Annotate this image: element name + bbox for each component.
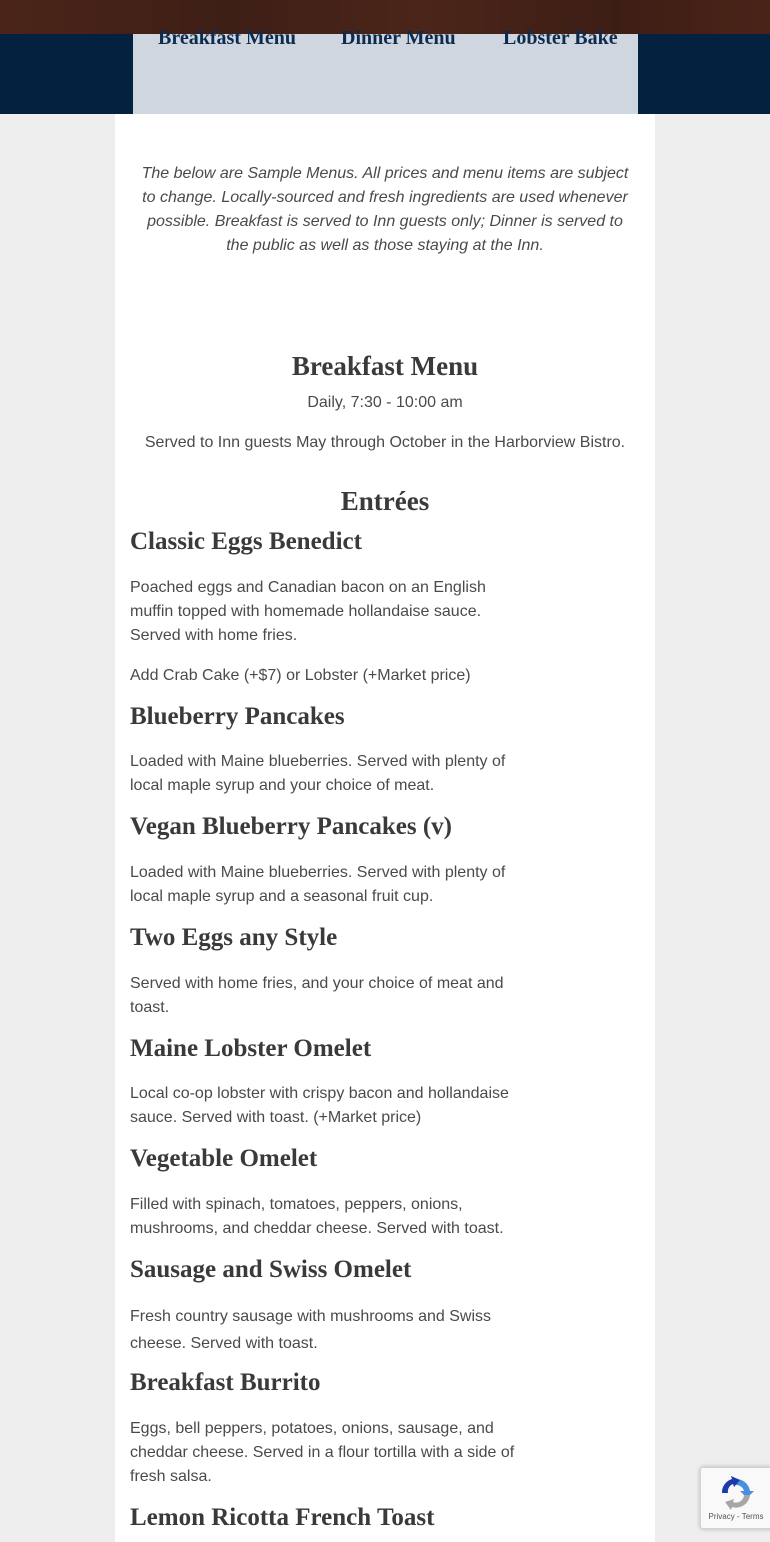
nav-lobster-bake[interactable]: Lobster Bake: [503, 27, 618, 49]
menu-item-description: Fresh country sausage with mushrooms and Swiss cheese. Served with toast.: [130, 1308, 492, 1352]
menu-item-description: Eggs, bell peppers, potatoes, onions, sausage, and cheddar cheese. Served in a flour tortilla with a side of fresh salsa.: [130, 1420, 515, 1485]
menu-item-description: Poached eggs and Canadian bacon on an English muffin topped with homemade hollandaise sauce. Served with home fries.: [130, 579, 486, 644]
menu-item-description: Loaded with Maine blueberries. Served with plenty of local maple syrup and a seasonal fruit cup.: [130, 864, 506, 905]
menu-item-description: Served with home fries, and your choice of meat and toast.: [130, 975, 504, 1016]
breakfast-served-note: Served to Inn guests May through October in the Harborview Bistro.: [144, 434, 626, 451]
menu-item-title: Blueberry Pancakes: [130, 703, 345, 730]
breakfast-hours: Daily, 7:30 - 10:00 am: [307, 394, 463, 411]
menu-item-description: Loaded with Maine blueberries. Served with plenty of local maple syrup and your choice of meat.: [130, 753, 506, 794]
recaptcha-terms-link[interactable]: Terms: [741, 1512, 764, 1521]
nav-dinner-menu[interactable]: Dinner Menu: [341, 27, 456, 49]
recaptcha-links: [701, 1512, 770, 1521]
menu-item-title: Sausage and Swiss Omelet: [130, 1256, 412, 1283]
menu-item-description: Filled with spinach, tomatoes, peppers, onions, mushrooms, and cheddar cheese. Served with toast.: [130, 1196, 504, 1237]
menu-item-title: Lemon Ricotta French Toast: [130, 1504, 435, 1531]
menu-item-addon: Add Crab Cake (+$7) or Lobster (+Market price): [130, 667, 471, 684]
nav-breakfast-menu[interactable]: Breakfast Menu: [158, 27, 296, 49]
menu-item-description: Local co-op lobster with crispy bacon and hollandaise sauce. Served with toast. (+Market price): [130, 1085, 509, 1126]
recaptcha-separator: -: [734, 1512, 742, 1521]
menu-item-title: Vegan Blueberry Pancakes (v): [130, 813, 452, 840]
recaptcha-badge[interactable]: [700, 1467, 770, 1529]
entrees-heading: Entrées: [340, 486, 430, 516]
recaptcha-privacy-link[interactable]: Privacy: [708, 1512, 735, 1521]
menu-item-title: Maine Lobster Omelet: [130, 1035, 372, 1062]
sample-menu-notice: The below are Sample Menus. All prices and menu items are subject to change. Locally-sourced and fresh ingredients are used whenever possible. Breakfast is served to Inn guests only; Dinner is served to the public as well as those staying at the Inn.: [141, 165, 629, 254]
recaptcha-icon: [717, 1476, 755, 1510]
menu-item-title: Breakfast Burrito: [130, 1369, 321, 1396]
menu-item-title: Vegetable Omelet: [130, 1145, 318, 1172]
menu-item-title: Classic Eggs Benedict: [130, 528, 362, 555]
menu-item-title: Two Eggs any Style: [130, 924, 338, 951]
breakfast-menu-title: Breakfast Menu: [291, 351, 479, 381]
